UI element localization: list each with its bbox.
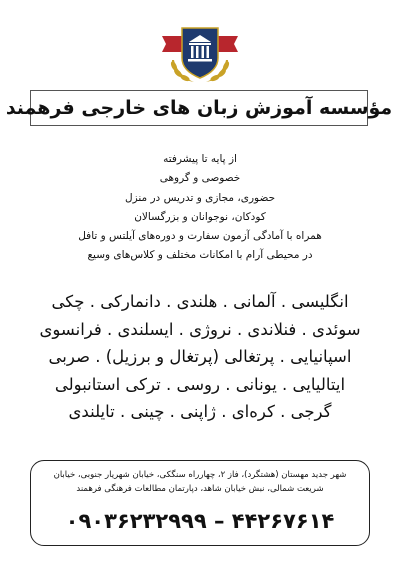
language-line: سوئدی . فنلاندی . نروژی . ایسلندی . فرانسوی <box>39 319 361 339</box>
feature-line: در محیطی آرام با امکانات مختلف و کلاس‌های وسیع <box>87 249 313 262</box>
feature-line: خصوصی و گروهی <box>159 172 241 185</box>
title-text: مؤسسه آموزش زبان های خارجی فرهمند <box>5 97 393 119</box>
language-line: انگلیسی . آلمانی . هلندی . دانمارکی . چکی <box>51 292 349 311</box>
feature-line: همراه با آمادگی آزمون سفارت و دوره‌های آیلتس و تافل <box>78 230 322 243</box>
language-line: گرجی . کره‌ای . ژاپنی . چینی . تایلندی <box>68 402 332 422</box>
contact-box <box>30 460 370 546</box>
feature-line: از پایه تا پیشرفته <box>163 153 237 165</box>
institute-logo <box>158 22 242 86</box>
phone-numbers: ۰۹۰۳۶۲۳۲۹۹۹ – ۴۴۲۶۷۶۱۴ <box>65 509 335 533</box>
feature-line: حضوری، مجازی و تدریس در منزل <box>124 191 276 204</box>
address-line: شریعت شمالی، نبش خیابان شاهد، دپارتمان مطالعات فرهنگی فرهمند <box>76 483 324 494</box>
languages-list <box>20 288 380 426</box>
language-line: ایتالیایی . یونانی . روسی . ترکی استانبولی <box>54 374 346 394</box>
building-emblem-icon <box>158 22 242 86</box>
features-list <box>30 150 370 266</box>
institute-title <box>5 90 393 126</box>
address <box>39 469 361 496</box>
feature-line: کودکان، نوجوانان و بزرگسالان <box>134 210 266 223</box>
address-line: شهر جدید مهستان (هشتگرد)، فاز ۲، چهارراه سنگکی، خیابان شهریار جنوبی، خیابان <box>53 470 347 480</box>
language-line: اسپانیایی . پرتغالی (پرتغال و برزیل) . صربی <box>48 347 352 367</box>
